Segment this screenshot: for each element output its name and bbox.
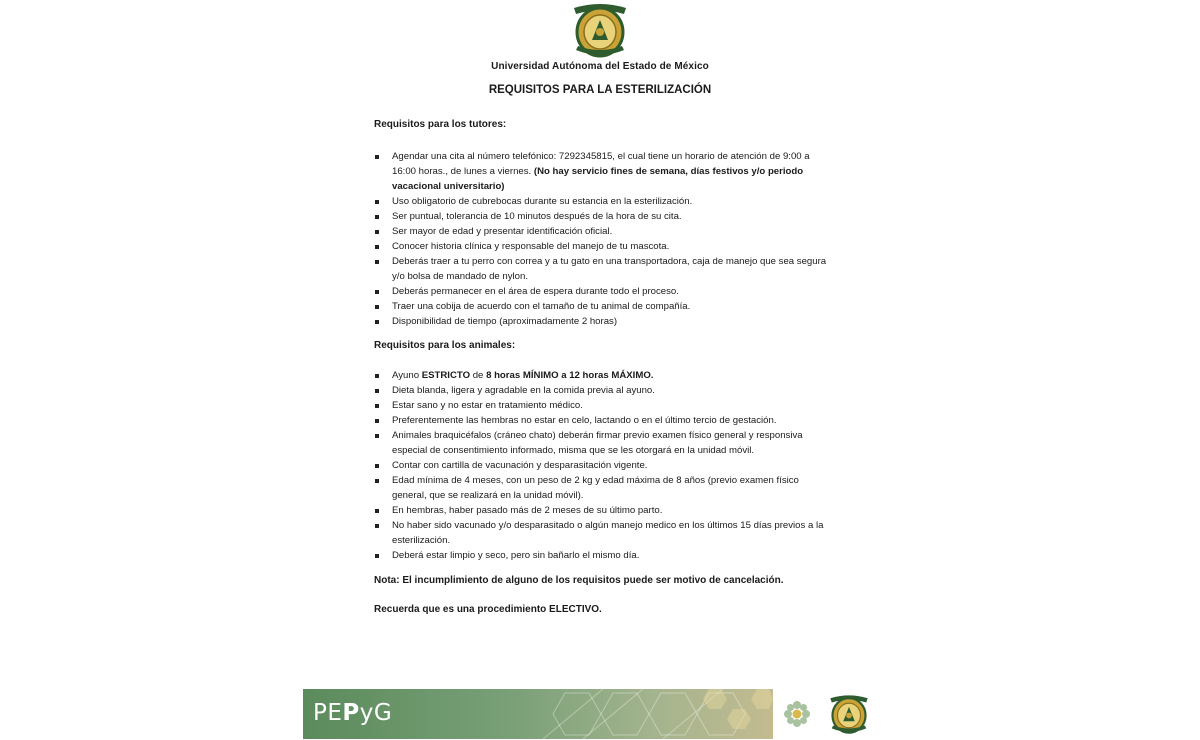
list-item: En hembras, haber pasado más de 2 meses de su último parto. xyxy=(374,503,834,518)
page-title: REQUISITOS PARA LA ESTERILIZACIÓN xyxy=(488,84,712,96)
pepyg-logo-text: PEPyG xyxy=(313,700,393,726)
list-item: Deberás traer a tu perro con correa y a tu gato en una transportadora, caja de manejo que sea segura y/o bolsa de mandado de nylon. xyxy=(374,254,834,284)
animals-list xyxy=(374,368,834,563)
list-item: Disponibilidad de tiempo (aproximadamente 2 horas) xyxy=(374,314,834,329)
list-item: Conocer historia clínica y responsable del manejo de tu mascota. xyxy=(374,239,834,254)
tutors-heading: Requisitos para los tutores: xyxy=(374,119,507,130)
cancellation-note: Nota: El incumplimiento de alguno de los requisitos puede ser motivo de cancelación. xyxy=(374,575,784,586)
elective-reminder: Recuerda que es una procedimiento ELECTIVO. xyxy=(374,604,602,615)
list-item: Uso obligatorio de cubrebocas durante su estancia en la esterilización. xyxy=(374,194,834,209)
list-item: Estar sano y no estar en tratamiento médico. xyxy=(374,398,834,413)
uaem-seal-icon xyxy=(826,692,872,736)
list-item: No haber sido vacunado y/o desparasitado o algún manejo medico en los últimos 15 días previos a la esterilización. xyxy=(374,518,834,548)
list-item: Preferentemente las hembras no estar en celo, lactando o en el último tercio de gestación. xyxy=(374,413,834,428)
list-item: Traer una cobija de acuerdo con el tamaño de tu animal de compañía. xyxy=(374,299,834,314)
pepyg-banner xyxy=(303,689,773,739)
animals-heading: Requisitos para los animales: xyxy=(374,340,516,351)
list-item: Ayuno ESTRICTO de 8 horas MÍNIMO a 12 horas MÁXIMO. xyxy=(374,368,834,383)
list-item: Ser puntual, tolerancia de 10 minutos después de la hora de su cita. xyxy=(374,209,834,224)
list-item: Dieta blanda, ligera y agradable en la comida previa al ayuno. xyxy=(374,383,834,398)
tutors-list xyxy=(374,149,834,329)
list-item: Deberás permanecer en el área de espera durante todo el proceso. xyxy=(374,284,834,299)
list-item: Agendar una cita al número telefónico: 7292345815, el cual tiene un horario de atención de 9:00 a 16:00 horas., de lunes a viernes. (No hay servicio fines de semana, días festivos y/o periodo vacacional universitario) xyxy=(374,149,834,194)
list-item: Edad mínima de 4 meses, con un peso de 2 kg y edad máxima de 8 años (previo examen físico general, que se realizará en la unidad móvil). xyxy=(374,473,834,503)
university-name: Universidad Autónoma del Estado de México xyxy=(491,61,709,72)
flower-icon xyxy=(783,700,811,728)
uaem-seal-icon xyxy=(568,2,632,58)
hexagon-pattern-icon xyxy=(543,689,773,739)
list-item: Animales braquicéfalos (cráneo chato) deberán firmar previo examen físico general y responsiva especial de consentimiento informado, misma que se les otorgará en la unidad móvil. xyxy=(374,428,834,458)
list-item: Deberá estar limpio y seco, pero sin bañarlo el mismo día. xyxy=(374,548,834,563)
requirements-content xyxy=(374,118,834,617)
list-item: Contar con cartilla de vacunación y desparasitación vigente. xyxy=(374,458,834,473)
list-item: Ser mayor de edad y presentar identificación oficial. xyxy=(374,224,834,239)
